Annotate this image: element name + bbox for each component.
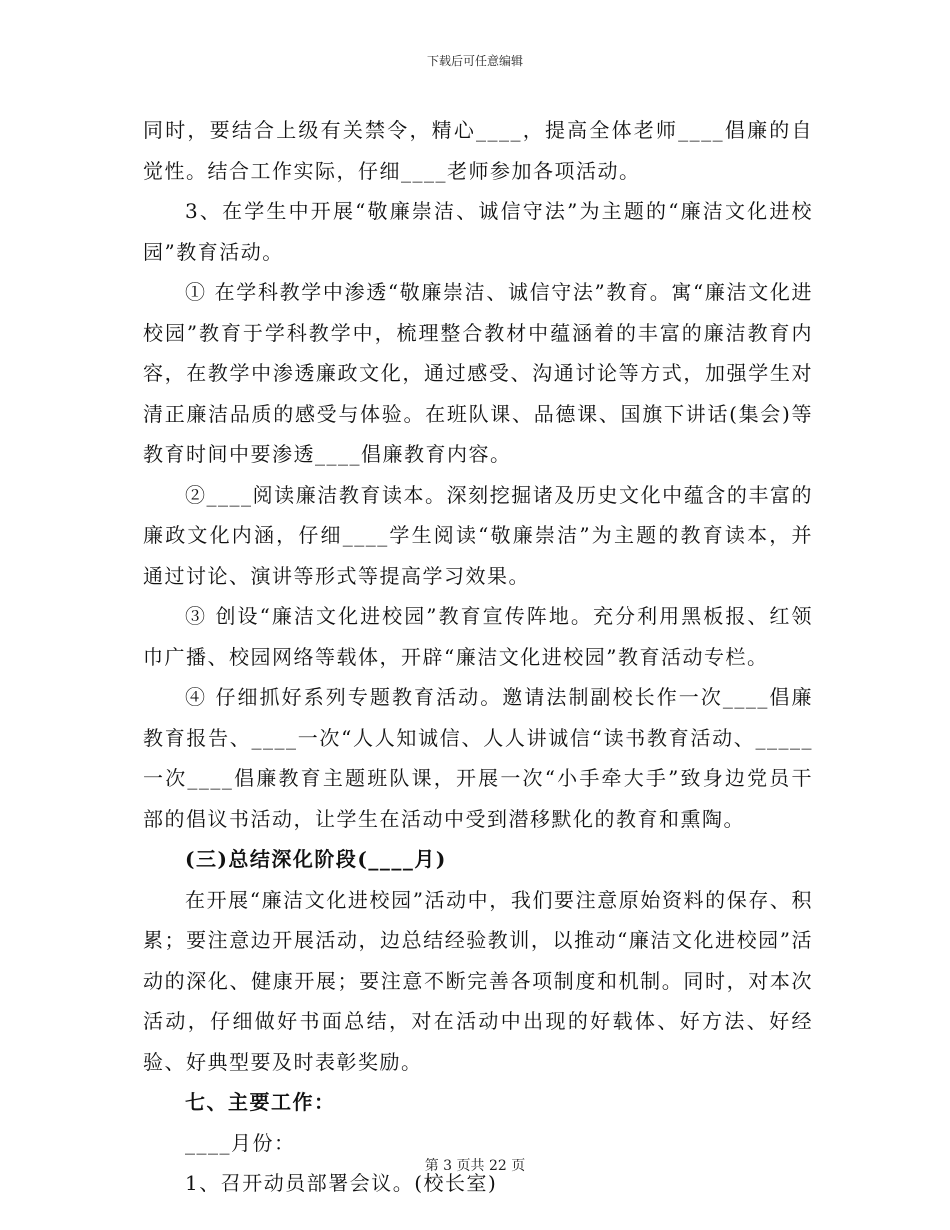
document-body: [143, 110, 813, 1204]
paragraph-work-item-1: 1、召开动员部署会议。(校长室): [185, 1171, 498, 1195]
paragraph-subitem-2: ②____阅读廉洁教育读本。深刻挖掘诸及历史文化中蕴含的丰富的廉政文化内涵，仔细____学生阅读“敬廉崇洁”为主题的教育读本，并通过讨论、演讲等形式等提高学习效果。: [143, 482, 813, 588]
section-heading-main-work: 七、主要工作：: [185, 1090, 336, 1114]
page-header: 下载后可任意编辑: [426, 54, 523, 68]
paragraph-subitem-3: ③ 创设“廉洁文化进校园”教育宣传阵地。充分利用黑板报、红领巾广播、校园网络等载体，开辟“廉洁文化进校园”教育活动专栏。: [143, 604, 813, 669]
paragraph-summary: 在开展“廉洁文化进校园”活动中，我们要注意原始资料的保存、积累；要注意边开展活动，边总结经验教训，以推动“廉洁文化进校园”活动的深化、健康开展；要注意不断完善各项制度和机制。同时，对本次活动，仔细做好书面总结，对在活动中出现的好载体、好方法、好经验、好典型要及时表彰奖励。: [143, 887, 813, 1074]
paragraph-subitem-4: ④ 仔细抓好系列专题教育活动。邀请法制副校长作一次____倡廉教育报告、____一次“人人知诚信、人人讲诚信“读书教育活动、_____一次____倡廉教育主题班队课，开展一次“小手牵大手”致身边党员干部的倡议书活动，让学生在活动中受到潜移默化的教育和熏陶。: [143, 685, 813, 831]
page-footer: 第 3 页共 22 页: [424, 1158, 526, 1174]
paragraph-continuation: 同时，要结合上级有关禁令，精心____，提高全体老师____倡廉的自觉性。结合工作实际，仔细____老师参加各项活动。: [143, 118, 813, 183]
paragraph-month: ____月份：: [185, 1130, 296, 1155]
paragraph-item-3: 3、在学生中开展“敬廉崇洁、诚信守法”为主题的“廉洁文化进校园”教育活动。: [143, 199, 813, 264]
paragraph-subitem-1: ① 在学科教学中渗透“敬廉崇洁、诚信守法”教育。寓“廉洁文化进校园”教育于学科教学中，梳理整合教材中蕴涵着的丰富的廉洁教育内容，在教学中渗透廉政文化，通过感受、沟通讨论等方式，加强学生对清正廉洁品质的感受与体验。在班队课、品德课、国旗下讲话(集会)等教育时间中要渗透____倡廉教育内容。: [143, 280, 813, 466]
section-heading-summary-stage: (三)总结深化阶段(____月): [185, 847, 447, 871]
